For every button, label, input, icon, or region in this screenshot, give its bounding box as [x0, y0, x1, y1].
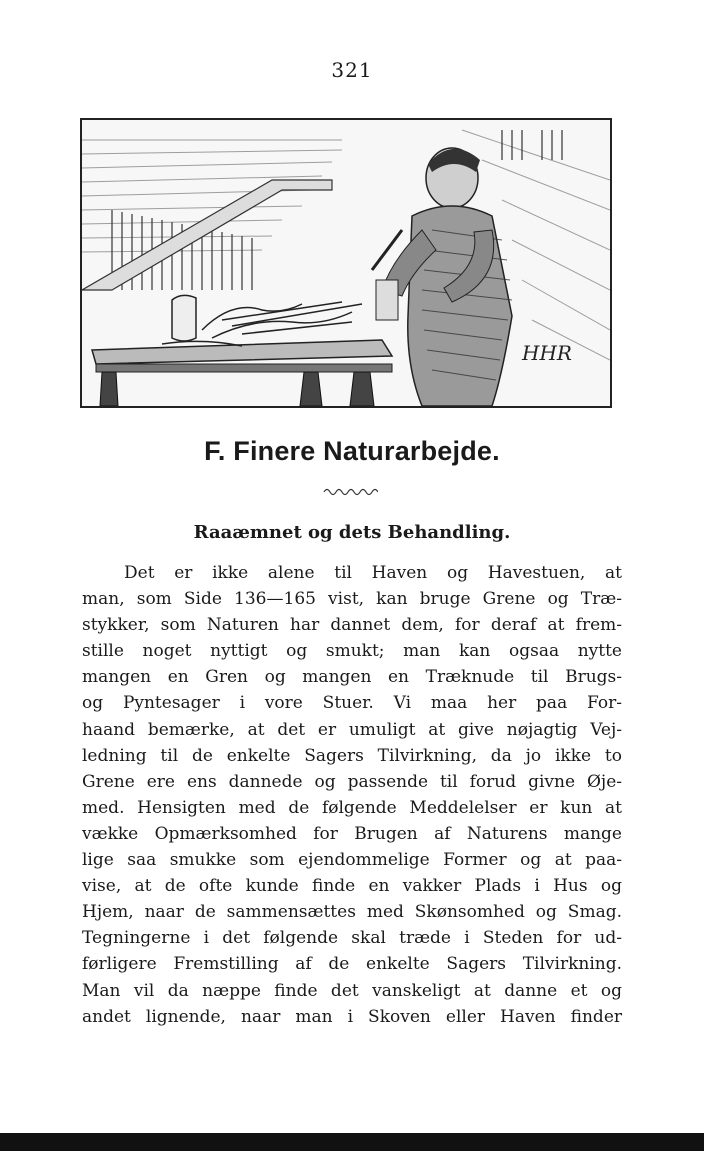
branches-on-table [162, 295, 362, 346]
page-number: 321 [331, 58, 373, 82]
text-line: mangen en Gren og mangen en Træknude til Brugs- [82, 667, 622, 688]
text-line: Det er ikke alene til Haven og Havestuen, at [124, 563, 622, 583]
section-heading: F. Finere Naturarbejde. [204, 436, 500, 466]
text-line: og Pyntesager i vore Stuer. Vi maa her paa For- [82, 693, 622, 714]
text-line: andet lignende, naar man i Skoven eller Haven finder [82, 1006, 622, 1027]
wavy-ornament [322, 486, 378, 498]
text-line: Grene ere ens dannede og passende til forud givne Øje- [82, 771, 622, 792]
table-leg [350, 372, 374, 406]
man-figure [372, 148, 512, 406]
table-leg [300, 372, 322, 406]
text-line: man, som Side 136—165 vist, kan bruge Grene og Træ- [82, 589, 622, 610]
text-line: haand bemærke, at det er umuligt at give nøjagtig Vej- [82, 719, 622, 740]
text-line: lige saa smukke som ejendommelige Former og at paa- [82, 850, 622, 871]
text-line: stykker, som Naturen har dannet dem, for deraf at frem- [82, 615, 622, 636]
artist-signature: HHR [522, 341, 572, 365]
text-line: førligere Fremstilling af de enkelte Sagers Tilvirkning. [82, 954, 622, 975]
table-leg [100, 372, 118, 406]
subheading: Raaæmnet og dets Behandling. [193, 522, 511, 543]
woodworker-illustration [80, 118, 612, 408]
text-line: Man vil da næppe finde det vanskeligt at danne et og [82, 980, 622, 1001]
text-line: Tegningerne i det følgende skal træde i Steden for ud- [82, 928, 622, 949]
text-line: vise, at de ofte kunde finde en vakker Plads i Hus og [82, 876, 622, 897]
body-text [82, 560, 622, 1030]
text-line: vække Opmærksomhed for Brugen af Naturens mange [82, 823, 622, 844]
text-line: Hjem, naar de sammensættes med Skønsomhed og Smag. [82, 902, 622, 923]
text-line: ledning til de enkelte Sagers Tilvirkning, da jo ikke to [82, 745, 622, 766]
scan-edge-bar [0, 1133, 704, 1151]
table-top [92, 340, 392, 364]
text-line: stille noget nyttigt og smukt; man kan ogsaa nytte [82, 641, 622, 662]
text-line: med. Hensigten med de følgende Meddelelser er kun at [82, 797, 622, 818]
